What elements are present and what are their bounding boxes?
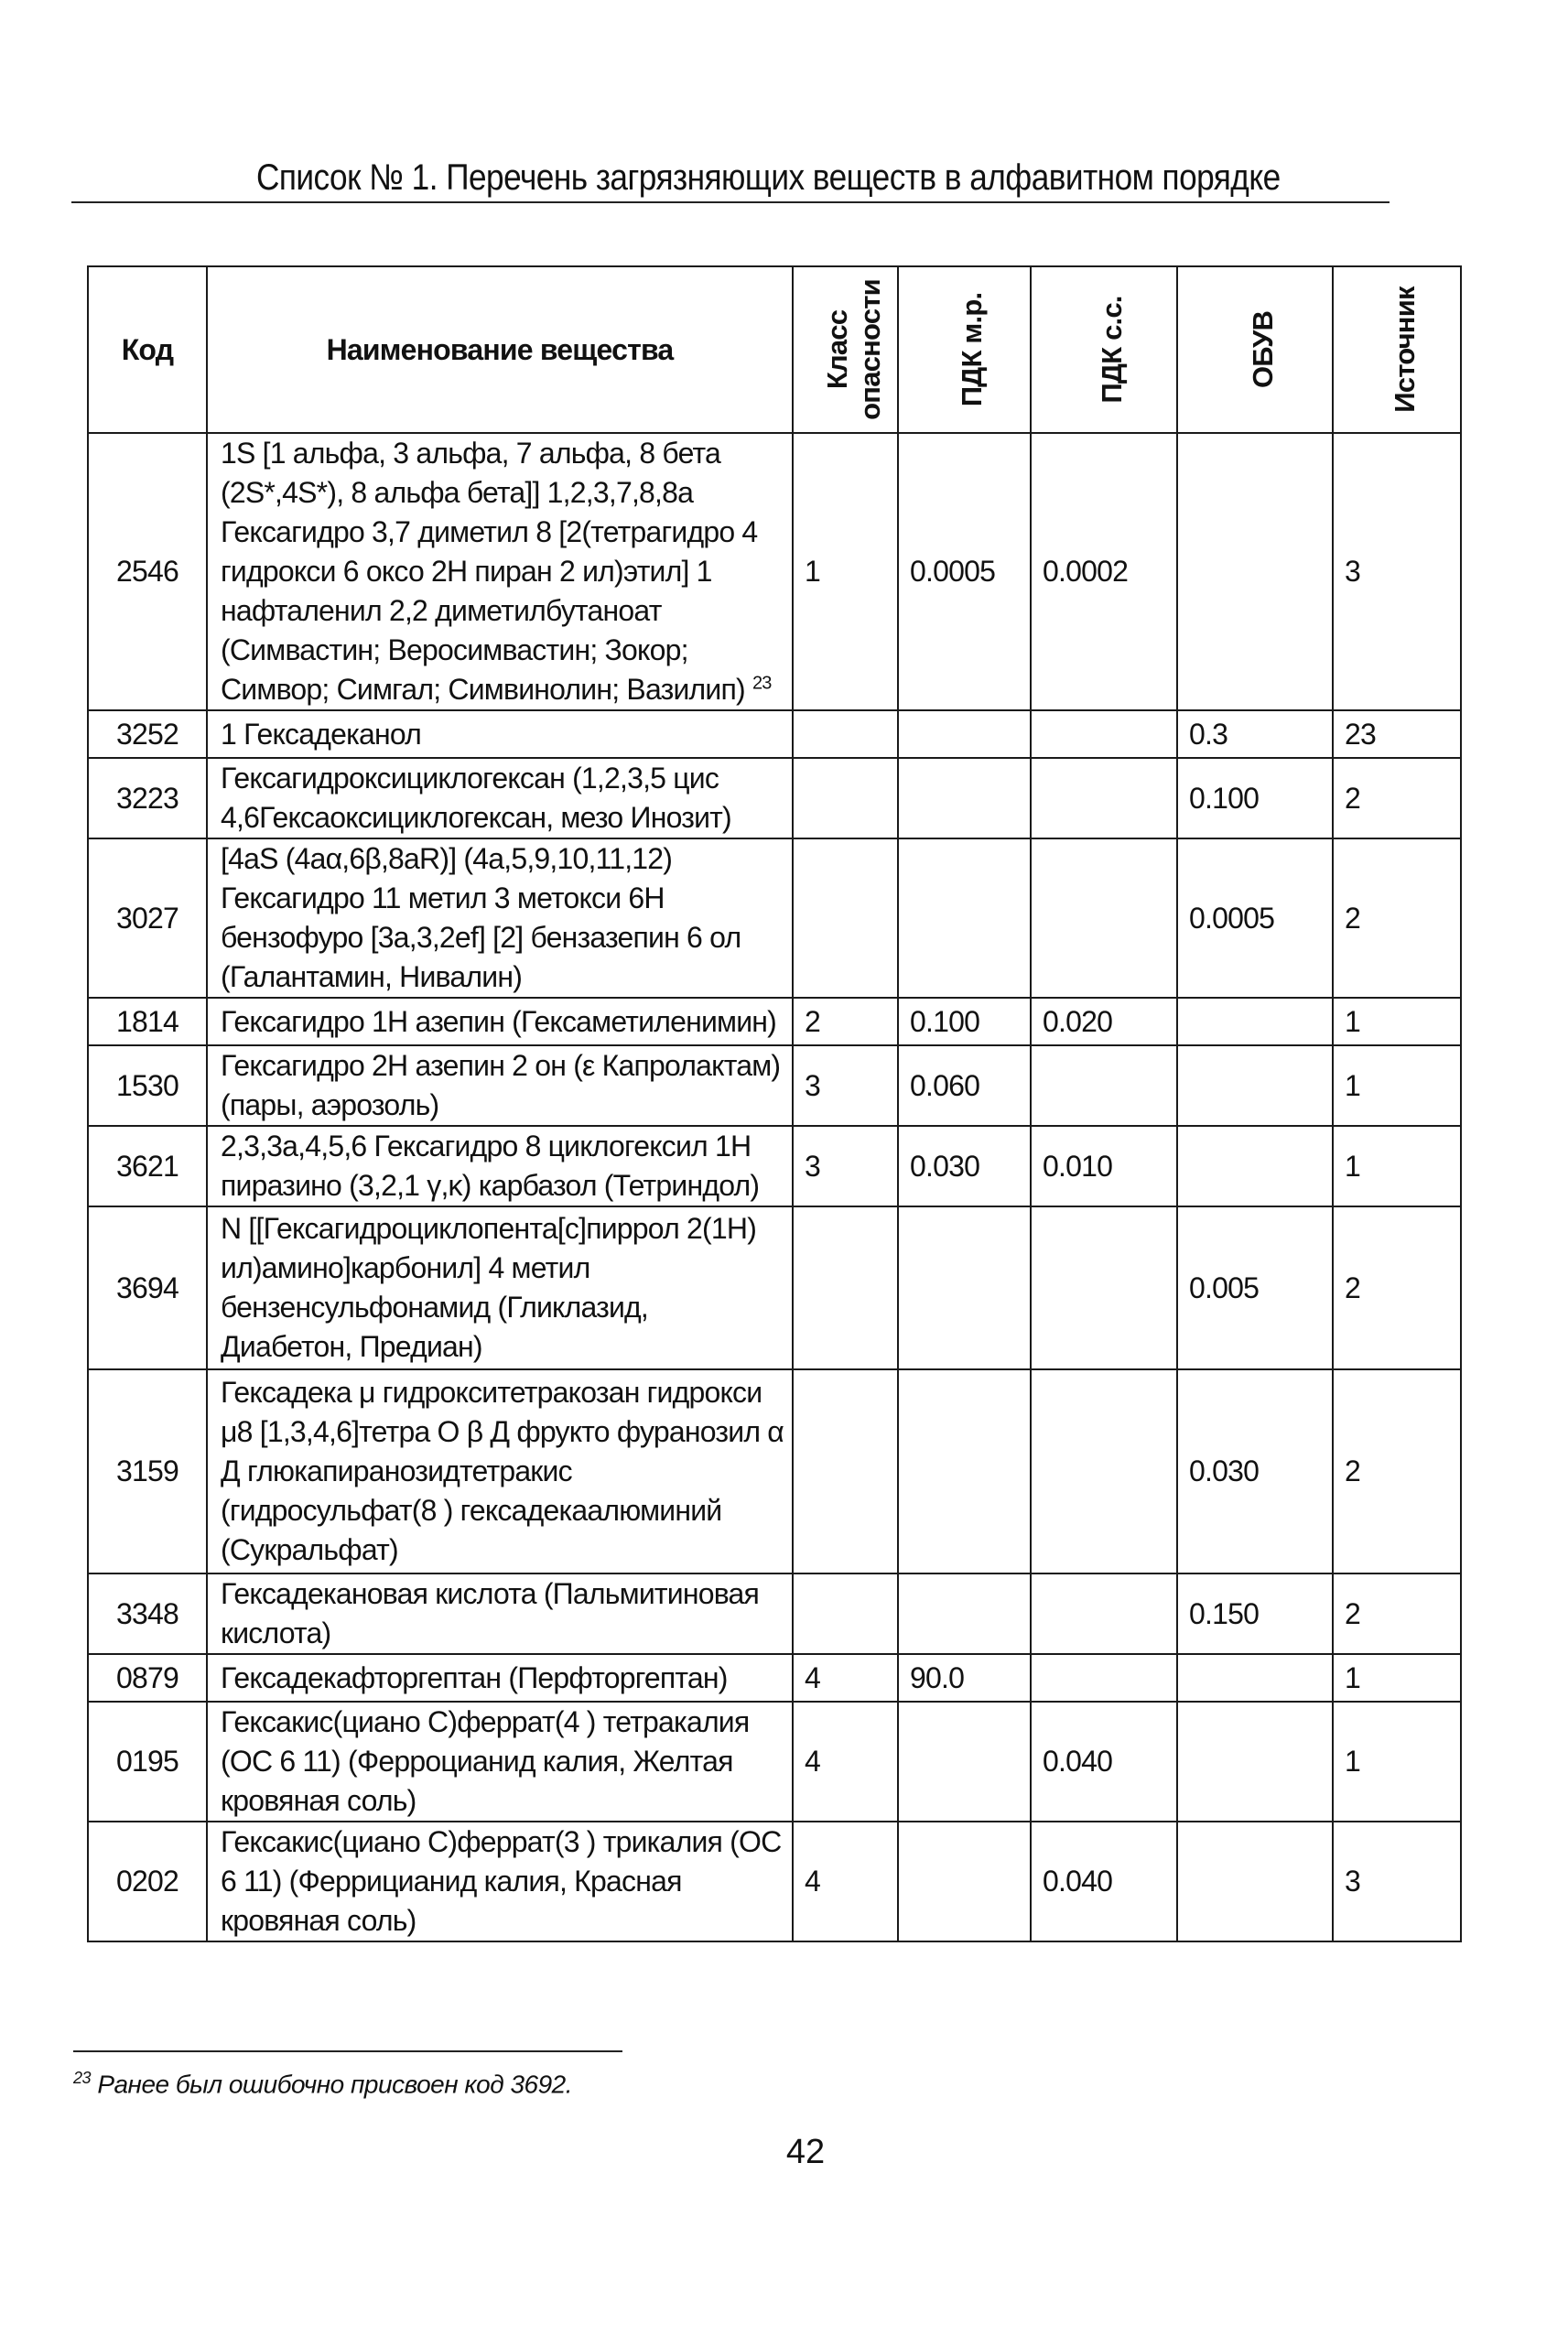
cell-source-text: 23: [1345, 717, 1376, 751]
cell-pdk-ss: [1031, 1702, 1177, 1822]
cell-source-text: 2: [1345, 781, 1360, 815]
cell-name: [207, 1573, 793, 1654]
cell-pdk-ss: [1031, 1206, 1177, 1369]
cell-pdk-mr: [898, 710, 1031, 758]
cell-name-text: Гексагидроксициклогексан (1,2,3,5 цис 4,6Гексаоксициклогексан, мезо Инозит): [221, 762, 731, 834]
cell-name: [207, 1126, 793, 1206]
cell-obuv: [1177, 1654, 1333, 1702]
cell-source-text: 1: [1345, 1068, 1360, 1102]
cell-source: [1333, 1369, 1461, 1573]
cell-name-text: [4aS (4aα,6β,8aR)] (4a,5,9,10,11,12) Гексагидро 11 метил 3 метокси 6H бензофуро [3a,3,2ef] [2] бензазепин 6 ол (Галантамин, Нивалин): [221, 842, 741, 993]
cell-pdk-mr-text: 0.060: [910, 1068, 980, 1102]
heading-rule: [71, 201, 1390, 203]
cell-pdk-ss: [1031, 998, 1177, 1045]
table-row: [88, 1822, 1461, 1941]
cell-name: [207, 758, 793, 838]
cell-hazard-class: [793, 1822, 898, 1941]
cell-pdk-mr-text: 90.0: [910, 1660, 965, 1694]
cell-obuv: [1177, 1702, 1333, 1822]
cell-code: [88, 1126, 207, 1206]
cell-code-text: 0202: [116, 1865, 178, 1898]
cell-obuv: [1177, 433, 1333, 710]
cell-code-text: 0195: [116, 1745, 178, 1778]
cell-obuv-text: 0.100: [1189, 781, 1260, 815]
cell-pdk-mr: [898, 1206, 1031, 1369]
header-source: Источник: [1333, 266, 1461, 433]
cell-hazard-class: [793, 433, 898, 710]
cell-source-text: 2: [1345, 1596, 1360, 1630]
header-code: Код: [88, 266, 207, 433]
cell-source: [1333, 1654, 1461, 1702]
cell-code: [88, 1206, 207, 1369]
cell-obuv: [1177, 758, 1333, 838]
cell-obuv: [1177, 1573, 1333, 1654]
footnote-reference: 23: [752, 673, 772, 694]
cell-hazard-class-text: 1: [805, 555, 820, 588]
cell-name: [207, 998, 793, 1045]
cell-pdk-ss: [1031, 758, 1177, 838]
cell-pdk-mr: [898, 998, 1031, 1045]
table-row: [88, 1654, 1461, 1702]
cell-pdk-ss: [1031, 1126, 1177, 1206]
cell-code-text: 1814: [116, 1004, 178, 1038]
cell-name-text: N [[Гексагидроциклопента[c]пиррол 2(1H) ил)амино]карбонил] 4 метил бензенсульфонамид (Гликлазид, Диабетон, Предиан): [221, 1212, 757, 1363]
cell-code: [88, 1369, 207, 1573]
cell-hazard-class: [793, 1702, 898, 1822]
cell-source: [1333, 433, 1461, 710]
cell-name: [207, 1045, 793, 1126]
cell-source-text: 3: [1345, 1865, 1360, 1898]
footnote: [73, 2069, 572, 2099]
cell-name: [207, 433, 793, 710]
cell-pdk-mr-text: 0.030: [910, 1149, 980, 1183]
cell-source-text: 3: [1345, 555, 1360, 588]
table-row: [88, 433, 1461, 710]
cell-hazard-class: [793, 710, 898, 758]
cell-source-text: 1: [1345, 1004, 1360, 1038]
cell-code-text: 2546: [116, 555, 178, 588]
cell-name: [207, 1654, 793, 1702]
footnote-mark: 23: [73, 2069, 92, 2087]
cell-name: [207, 838, 793, 998]
cell-pdk-mr: [898, 1369, 1031, 1573]
cell-name-text: Гексакис(циано С)феррат(4 ) тетракалия (ОС 6 11) (Ферроцианид калия, Желтая кровяная соль): [221, 1705, 750, 1817]
cell-hazard-class: [793, 1206, 898, 1369]
cell-obuv-text: 0.030: [1189, 1454, 1260, 1487]
cell-hazard-class-text: 2: [805, 1004, 820, 1038]
table-row: [88, 1045, 1461, 1126]
cell-source-text: 1: [1345, 1149, 1360, 1183]
cell-obuv: [1177, 1822, 1333, 1941]
cell-source-text: 2: [1345, 1271, 1360, 1304]
cell-hazard-class-text: 3: [805, 1068, 820, 1102]
cell-code-text: 3348: [116, 1596, 178, 1630]
cell-obuv-text: 0.150: [1189, 1596, 1260, 1630]
cell-code: [88, 1822, 207, 1941]
cell-name: [207, 1369, 793, 1573]
page-heading: Список № 1. Перечень загрязняющих веществ в алфавитном порядке: [256, 157, 1281, 198]
table-header-row: [88, 266, 1461, 433]
table-row: [88, 998, 1461, 1045]
cell-hazard-class: [793, 1045, 898, 1126]
cell-hazard-class: [793, 838, 898, 998]
cell-pdk-ss: [1031, 710, 1177, 758]
cell-code: [88, 1654, 207, 1702]
cell-source-text: 1: [1345, 1745, 1360, 1778]
cell-hazard-class-text: 3: [805, 1149, 820, 1183]
header-name: Наименование вещества: [207, 266, 793, 433]
cell-obuv-text: 0.0005: [1189, 901, 1275, 935]
cell-code: [88, 758, 207, 838]
cell-code: [88, 1573, 207, 1654]
table-row: [88, 1573, 1461, 1654]
cell-pdk-ss-text: 0.0002: [1043, 555, 1129, 588]
cell-name-text: Гексагидро 1H азепин (Гексаметиленимин): [221, 1004, 777, 1038]
cell-pdk-mr-text: 0.100: [910, 1004, 980, 1038]
table-row: [88, 758, 1461, 838]
cell-name: [207, 1822, 793, 1941]
cell-pdk-ss-text: 0.040: [1043, 1745, 1113, 1778]
cell-obuv: [1177, 838, 1333, 998]
cell-code: [88, 1045, 207, 1126]
cell-code-text: 3694: [116, 1271, 178, 1304]
cell-obuv: [1177, 710, 1333, 758]
cell-code: [88, 710, 207, 758]
cell-name-text: Гексадекановая кислота (Пальмитиновая кислота): [221, 1577, 760, 1649]
cell-code-text: 3621: [116, 1149, 178, 1183]
cell-pdk-mr: [898, 1822, 1031, 1941]
cell-source: [1333, 1573, 1461, 1654]
cell-source: [1333, 838, 1461, 998]
cell-name-text: Гексагидро 2H азепин 2 он (ε Капролактам) (пары, аэрозоль): [221, 1049, 781, 1121]
cell-obuv-text: 0.005: [1189, 1271, 1260, 1304]
cell-code-text: 3159: [116, 1454, 178, 1487]
footnote-text: Ранее был ошибочно присвоен код 3692.: [97, 2070, 573, 2099]
cell-code-text: 0879: [116, 1660, 178, 1694]
cell-hazard-class: [793, 1654, 898, 1702]
cell-pdk-ss-text: 0.040: [1043, 1865, 1113, 1898]
cell-code-text: 1530: [116, 1068, 178, 1102]
cell-pdk-ss: [1031, 1369, 1177, 1573]
footnote-rule: [73, 2050, 622, 2052]
cell-hazard-class: [793, 1573, 898, 1654]
table-row: [88, 1126, 1461, 1206]
cell-hazard-class: [793, 758, 898, 838]
cell-source: [1333, 1126, 1461, 1206]
cell-pdk-ss: [1031, 1573, 1177, 1654]
cell-pdk-ss: [1031, 1654, 1177, 1702]
substances-table: [87, 265, 1462, 1942]
cell-pdk-ss: [1031, 433, 1177, 710]
cell-pdk-mr: [898, 1654, 1031, 1702]
cell-code-text: 3027: [116, 901, 178, 935]
cell-source-text: 1: [1345, 1660, 1360, 1694]
cell-source: [1333, 998, 1461, 1045]
cell-name: [207, 1206, 793, 1369]
cell-source-text: 2: [1345, 1454, 1360, 1487]
cell-pdk-mr: [898, 758, 1031, 838]
cell-pdk-mr: [898, 1573, 1031, 1654]
cell-hazard-class: [793, 1369, 898, 1573]
cell-code: [88, 998, 207, 1045]
cell-name-text: Гексадека μ гидрокситетракозан гидрокси μ8 [1,3,4,6]тетра O β Д фрукто фуранозил α Д глюкапиранозидтетракис (гидросульфат(8 ) гексадекаалюминий (Сукральфат): [221, 1376, 784, 1566]
cell-name-text: Гексадекафторгептан (Перфторгептан): [221, 1660, 728, 1694]
cell-obuv: [1177, 1206, 1333, 1369]
cell-code: [88, 838, 207, 998]
page-number: 42: [785, 2133, 826, 2171]
cell-hazard-class-text: 4: [805, 1660, 820, 1694]
cell-source: [1333, 758, 1461, 838]
cell-obuv: [1177, 1045, 1333, 1126]
cell-source: [1333, 710, 1461, 758]
cell-obuv: [1177, 998, 1333, 1045]
cell-pdk-mr: [898, 433, 1031, 710]
table-row: [88, 1702, 1461, 1822]
cell-source: [1333, 1206, 1461, 1369]
cell-name-text: 1 Гексадеканол: [221, 717, 422, 751]
table-row: [88, 1206, 1461, 1369]
cell-pdk-ss: [1031, 1045, 1177, 1126]
cell-source: [1333, 1702, 1461, 1822]
cell-pdk-ss: [1031, 838, 1177, 998]
cell-name: [207, 1702, 793, 1822]
header-pdk-mr: ПДК м.р.: [898, 266, 1031, 433]
cell-hazard-class-text: 4: [805, 1865, 820, 1898]
cell-pdk-mr-text: 0.0005: [910, 555, 996, 588]
cell-obuv: [1177, 1126, 1333, 1206]
cell-hazard-class: [793, 998, 898, 1045]
cell-code: [88, 433, 207, 710]
cell-code: [88, 1702, 207, 1822]
cell-source-text: 2: [1345, 901, 1360, 935]
cell-code-text: 3252: [116, 717, 178, 751]
cell-source: [1333, 1045, 1461, 1126]
cell-pdk-mr: [898, 1702, 1031, 1822]
cell-name-text: 2,3,3a,4,5,6 Гексагидро 8 циклогексил 1H пиразино (3,2,1 γ,κ) карбазол (Тетриндол): [221, 1130, 760, 1202]
cell-name-text: 1S [1 альфа, 3 альфа, 7 альфа, 8 бета (2S*,4S*), 8 альфа бета]] 1,2,3,7,8,8а Гексагидро 3,7 диметил 8 [2(тетрагидро 4 гидрокси 6 оксо 2H пиран 2 ил)этил] 1 нафталенил 2,2 диметилбутаноат (Симвастин; Веросимвастин; Зокор; Симвор; Симгал; Симвинолин; Вазилип): [221, 437, 758, 706]
cell-name-text: Гексакис(циано С)феррат(3 ) трикалия (ОС 6 11) (Феррицианид калия, Красная кровяная соль): [221, 1825, 782, 1937]
cell-hazard-class: [793, 1126, 898, 1206]
cell-name: [207, 710, 793, 758]
header-pdk-ss: ПДК с.с.: [1031, 266, 1177, 433]
cell-pdk-ss-text: 0.010: [1043, 1149, 1113, 1183]
cell-pdk-ss-text: 0.020: [1043, 1004, 1113, 1038]
cell-pdk-mr: [898, 1126, 1031, 1206]
header-obuv: ОБУВ: [1177, 266, 1333, 433]
cell-obuv: [1177, 1369, 1333, 1573]
cell-pdk-ss: [1031, 1822, 1177, 1941]
cell-pdk-mr: [898, 838, 1031, 998]
cell-pdk-mr: [898, 1045, 1031, 1126]
cell-hazard-class-text: 4: [805, 1745, 820, 1778]
table-row: [88, 1369, 1461, 1573]
cell-source: [1333, 1822, 1461, 1941]
table-row: [88, 838, 1461, 998]
header-hazard-class: Класс опасности: [793, 266, 898, 433]
cell-code-text: 3223: [116, 781, 178, 815]
table-row: [88, 710, 1461, 758]
cell-obuv-text: 0.3: [1189, 717, 1228, 751]
